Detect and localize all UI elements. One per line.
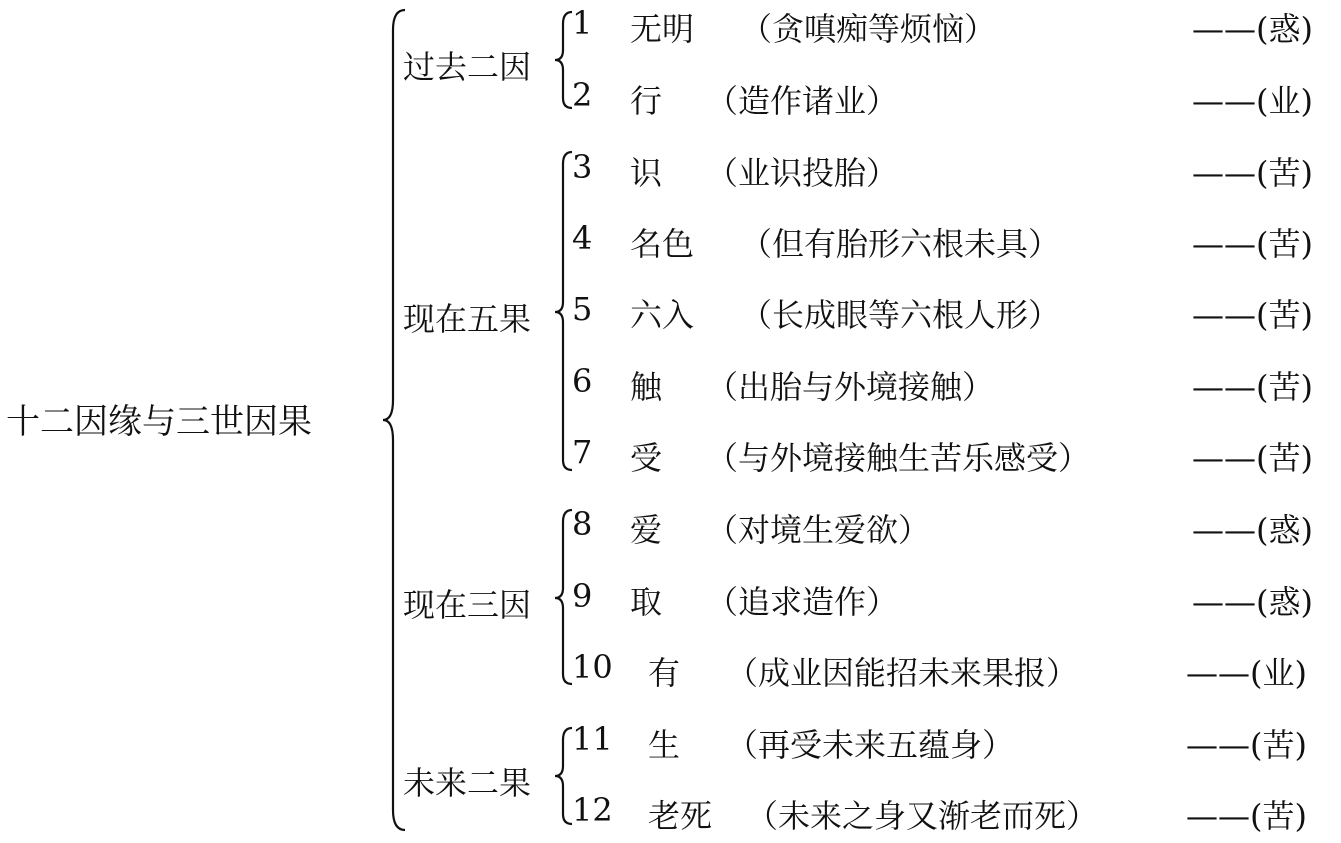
link-term: 识 xyxy=(630,154,663,192)
link-term: 爱 xyxy=(630,511,663,549)
link-description: （成业因能招未来果报） xyxy=(726,654,1079,692)
link-category: ——(业) xyxy=(1186,654,1307,692)
link-category: ——(惑) xyxy=(1192,10,1313,48)
link-number: 8 xyxy=(572,505,593,543)
link-number: 6 xyxy=(572,362,593,400)
link-category: ——(业) xyxy=(1192,82,1313,120)
link-row xyxy=(0,219,1341,263)
link-description: （再受未来五蕴身） xyxy=(726,726,1015,764)
link-term: 老死 xyxy=(648,797,713,835)
link-number: 12 xyxy=(572,791,613,829)
link-term: 取 xyxy=(630,583,663,621)
link-row xyxy=(0,433,1341,477)
link-row xyxy=(0,290,1341,334)
link-number: 11 xyxy=(572,720,613,758)
link-category: ——(苦) xyxy=(1192,368,1313,406)
link-description: （业识投胎） xyxy=(706,154,899,192)
group-label-future-effects: 未来二果 xyxy=(403,764,532,802)
group-label-present-causes: 现在三因 xyxy=(403,586,532,624)
group-label-present-effects: 现在五果 xyxy=(403,300,532,338)
link-term: 无明 xyxy=(630,10,695,48)
link-description: （造作诸业） xyxy=(706,82,899,120)
link-category: ——(苦) xyxy=(1192,225,1313,263)
link-description: （贪嗔痴等烦恼） xyxy=(740,10,997,48)
link-row xyxy=(0,148,1341,192)
link-category: ——(苦) xyxy=(1186,726,1307,764)
link-number: 2 xyxy=(572,76,593,114)
link-number: 4 xyxy=(572,219,593,257)
link-description: （但有胎形六根未具） xyxy=(740,225,1061,263)
link-row xyxy=(0,76,1341,120)
link-term: 行 xyxy=(630,82,663,120)
link-term: 六入 xyxy=(630,296,695,334)
link-term: 名色 xyxy=(630,225,695,263)
link-category: ——(惑) xyxy=(1192,511,1313,549)
group-label-past-causes: 过去二因 xyxy=(403,48,532,86)
link-description: （追求造作） xyxy=(706,583,899,621)
link-category: ——(苦) xyxy=(1192,154,1313,192)
link-row xyxy=(0,791,1341,835)
link-term: 有 xyxy=(648,654,681,692)
link-term: 生 xyxy=(648,726,681,764)
link-row xyxy=(0,577,1341,621)
link-description: （出胎与外境接触） xyxy=(706,368,995,406)
link-number: 3 xyxy=(572,148,593,186)
root-title: 十二因缘与三世因果 xyxy=(6,402,312,442)
link-description: （长成眼等六根人形） xyxy=(740,296,1061,334)
link-row xyxy=(0,505,1341,549)
link-category: ——(苦) xyxy=(1186,797,1307,835)
main-brace xyxy=(383,10,405,830)
link-term: 受 xyxy=(630,439,663,477)
link-row xyxy=(0,720,1341,764)
link-row xyxy=(0,648,1341,692)
link-category: ——(苦) xyxy=(1192,296,1313,334)
link-number: 9 xyxy=(572,577,593,615)
link-number: 5 xyxy=(572,290,593,328)
link-row xyxy=(0,4,1341,48)
link-category: ——(惑) xyxy=(1192,583,1313,621)
link-number: 1 xyxy=(572,4,593,42)
link-description: （与外境接触生苦乐感受） xyxy=(706,439,1091,477)
link-number: 7 xyxy=(572,433,593,471)
link-row xyxy=(0,362,1341,406)
link-category: ——(苦) xyxy=(1192,439,1313,477)
link-description: （未来之身又渐老而死） xyxy=(746,797,1099,835)
link-number: 10 xyxy=(572,648,613,686)
link-term: 触 xyxy=(630,368,663,406)
link-description: （对境生爱欲） xyxy=(706,511,931,549)
